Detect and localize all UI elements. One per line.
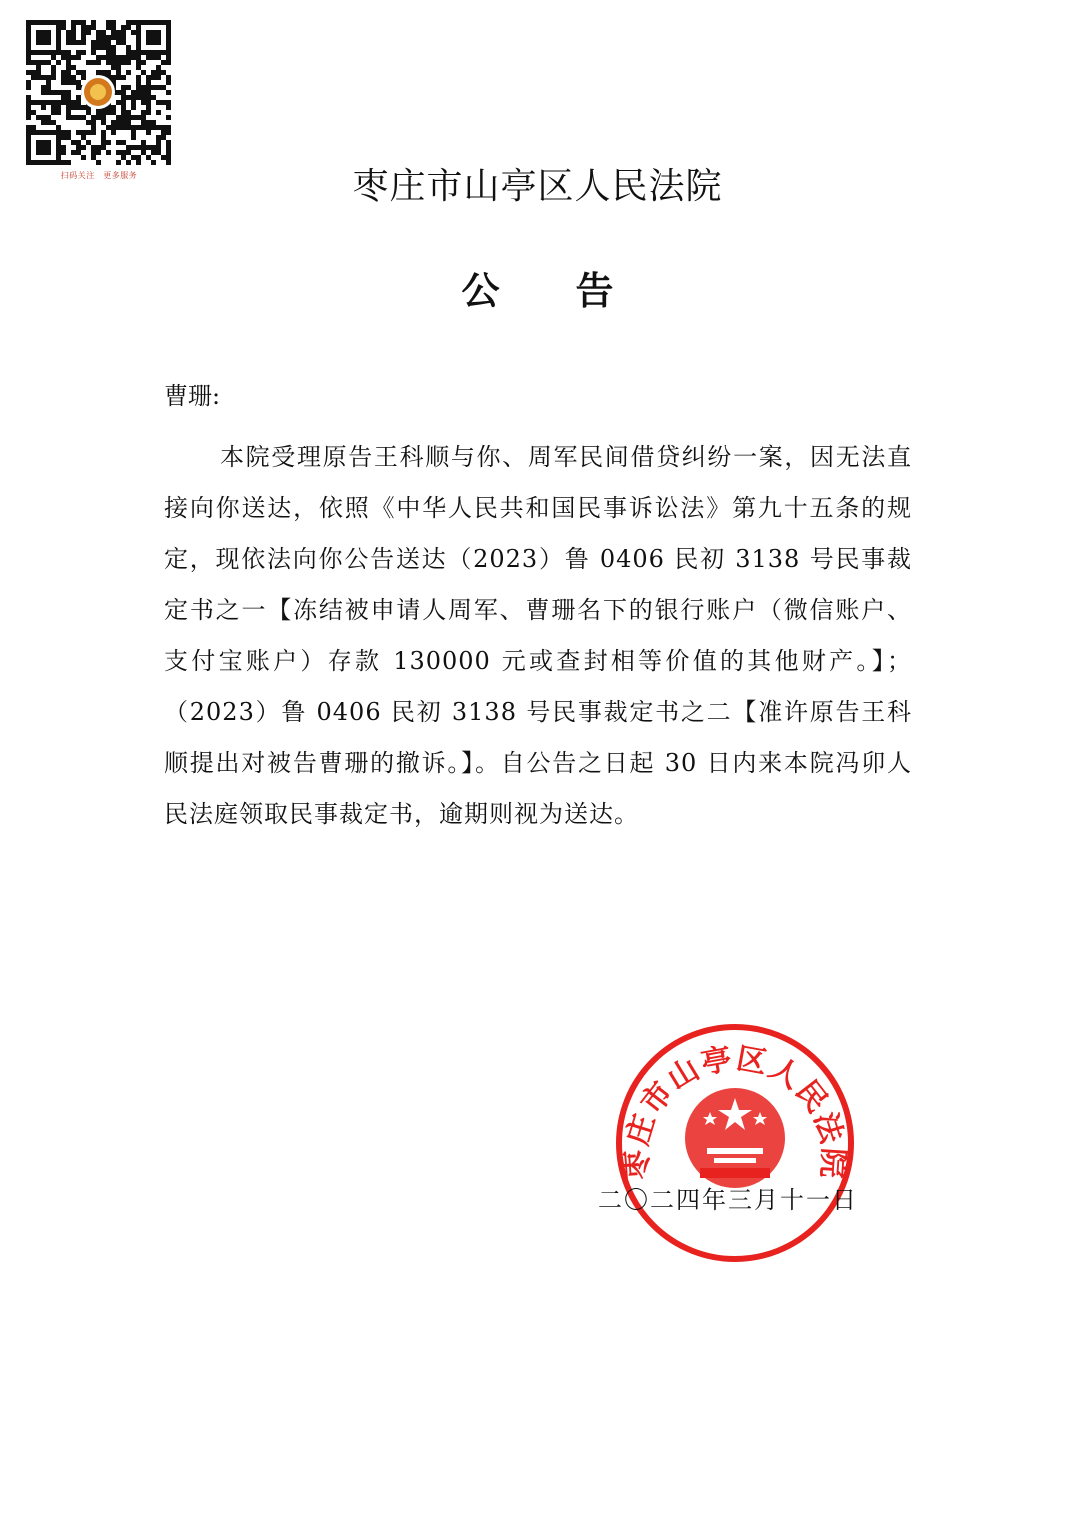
qr-code-block <box>20 20 178 181</box>
qr-code <box>20 20 178 165</box>
court-name: 枣庄市山亭区人民法院 <box>352 166 723 207</box>
qr-caption: 扫码关注 更多服务 <box>60 171 138 180</box>
national-emblem-icon <box>685 1088 785 1188</box>
notice-body: 本院受理原告王科顺与你、周军民间借贷纠纷一案，因无法直接向你送达，依照《中华人民共和国民事诉讼法》第九十五条的规定，现依法向你公告送达（2023）鲁 0406 民初 3138 号民事裁定书之一【冻结被申请人周军、曹珊名下的银行账户（微信账户、支付宝账户）存款 130000 元或查封相等价值的其他财产。】；（2023）鲁 0406 民初 3138 号民事裁定书之二【准许原告王科顺提出对被告曹珊的撤诉。】。自公告之日起 30 日内来本院冯卯人民法庭领取民事裁定书，逾期则视为送达。 <box>164 443 912 828</box>
court-logo-icon <box>81 75 115 109</box>
page-title: 公告 <box>461 269 690 313</box>
document-date: 二〇二四年三月十一日 <box>598 1186 858 1214</box>
seal-text: 枣庄市山亭区人民法院 <box>619 1041 851 1181</box>
court-seal <box>612 1020 858 1266</box>
recipient-salutation: 曹珊: <box>164 382 221 410</box>
